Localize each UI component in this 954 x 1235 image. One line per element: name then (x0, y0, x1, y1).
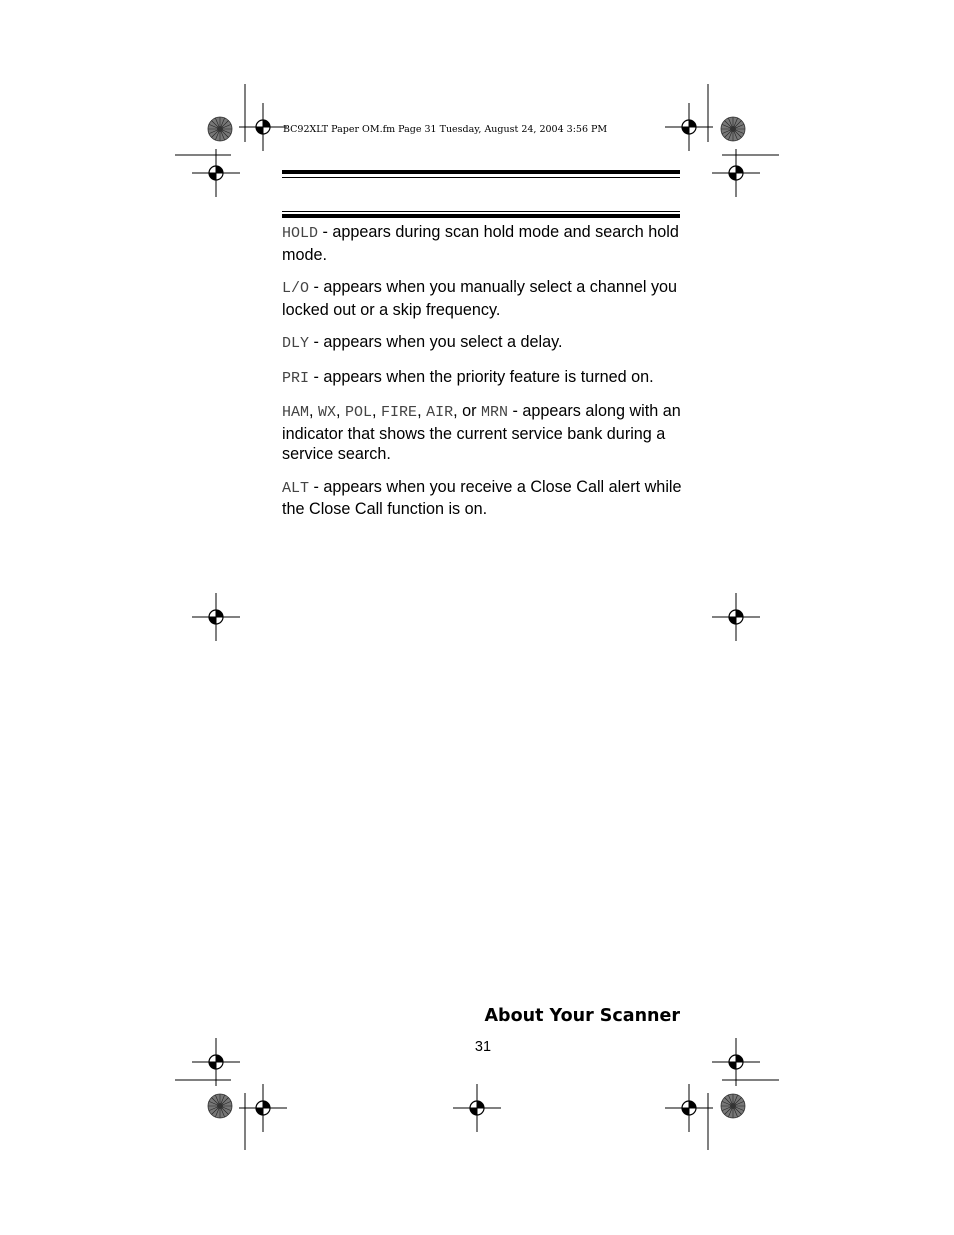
indicator-description: - appears when you manually select a channel you locked out or a skip frequency. (282, 278, 678, 319)
entry-service-banks: HAM, WX, POL, FIRE, AIR, or MRN - appears along with an indicator that shows the current service bank during a service search. (282, 402, 681, 463)
indicator-term: HOLD (282, 225, 319, 242)
starburst-mark-top-right (721, 117, 745, 141)
indicator-description: - appears when you receive a Close Call alert while the Close Call function is on. (282, 477, 682, 518)
indicator-description: - appears during scan hold mode and search hold mode. (282, 223, 679, 264)
indicator-term: PRI (282, 369, 310, 387)
indicator-term: DLY (282, 335, 310, 352)
entry-lockout (282, 277, 682, 320)
indicator-term: POL (345, 404, 373, 421)
indicator-term: L/O (282, 280, 310, 297)
section-title: About Your Scanner (484, 1006, 680, 1026)
indicator-term: MRN (480, 404, 508, 421)
entry-hold (282, 222, 682, 265)
starburst-mark-bottom-right (721, 1094, 745, 1118)
page-number: 31 (474, 1039, 492, 1055)
starburst-mark-top-left (208, 117, 232, 141)
indicator-term: ALT (282, 479, 310, 497)
indicator-descriptions (282, 222, 682, 532)
indicator-description: - appears along with an indicator that shows the current service bank during a service search. (282, 402, 681, 463)
starburst-mark-bottom-left (208, 1094, 232, 1118)
indicator-term: HAM (282, 404, 310, 421)
entry-priority (282, 367, 682, 390)
top-rule-thin (282, 177, 680, 178)
indicator-term: AIR (426, 404, 454, 421)
framemaker-file-info: BC92XLT Paper OM.fm Page 31 Tuesday, August 24, 2004 3:56 PM (283, 124, 608, 135)
top-rule-thick (282, 170, 680, 174)
indicator-description: - appears when the priority feature is turned on. (309, 367, 654, 386)
content-rule-thick (282, 214, 680, 218)
indicator-term: FIRE (381, 404, 418, 421)
content-rule-thin (282, 211, 680, 212)
indicator-term: WX (318, 404, 337, 421)
entry-delay (282, 332, 682, 355)
entry-alert (282, 477, 682, 520)
indicator-description: - appears when you select a delay. (309, 333, 563, 351)
